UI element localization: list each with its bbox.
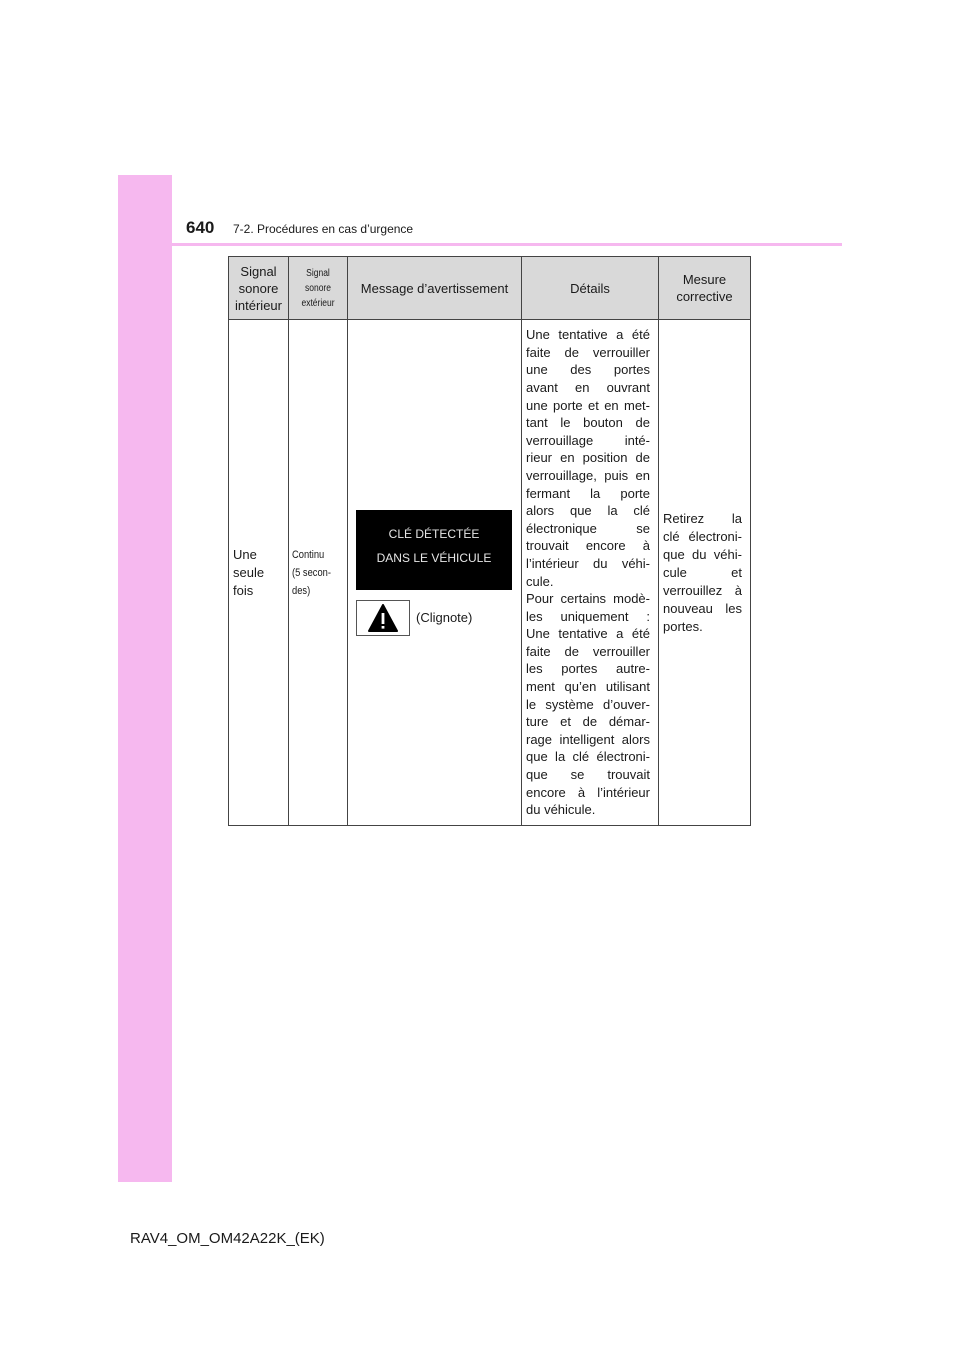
text-line: le système d’ouver- (526, 696, 650, 712)
table-header-row (229, 257, 751, 320)
text-line: nouveau les (663, 600, 742, 616)
cell-exterior-buzzer: Continu (5 secon- des) (289, 320, 348, 826)
text-line: que du véhi- (663, 546, 742, 562)
text-line: une des portes (526, 362, 650, 378)
header-exterior-buzzer: Signal sonore extérieur (289, 257, 348, 320)
text-line: cule et (663, 564, 742, 580)
header-message: Message d’avertissement (348, 257, 522, 320)
blink-label: (Clignote) (416, 610, 473, 625)
text-line: l’intérieur du véhi- (526, 555, 650, 571)
text-line: encore à l’intérieur (526, 784, 650, 800)
exclamation-triangle-icon (368, 604, 398, 632)
header-action: Mesure corrective (659, 257, 751, 320)
text-line: alors que la clé (526, 503, 650, 519)
text-line: trouvait encore à (526, 538, 650, 554)
text-line: verrouillez à (663, 582, 742, 598)
text-line: verrouillage, puis en (526, 467, 650, 483)
text-line: clé électroni- (663, 528, 742, 544)
text-line: Une tentative a été (526, 626, 650, 642)
section-title: 7-2. Procédures en cas d’urgence (233, 222, 414, 236)
text-line: cule. (526, 573, 554, 589)
text-line: rieur en position de (526, 450, 650, 466)
chapter-tab-band (118, 175, 172, 1182)
text-line: Pour certains modè- (526, 591, 650, 607)
text-line: du véhicule. (526, 802, 596, 818)
cell-details (522, 320, 659, 826)
text-line: ment qu’en utilisant (526, 679, 650, 695)
text-line: fermant la porte (526, 485, 650, 501)
header-details: Détails (522, 257, 659, 320)
text-line: portes. (663, 618, 703, 634)
text-line: les uniquement : (526, 608, 650, 624)
text-line: une porte et en met- (526, 397, 650, 413)
text-line: Retirez la (663, 510, 742, 526)
text-line: électronique se (526, 520, 650, 536)
warning-table (228, 256, 751, 826)
cell-message (348, 320, 522, 826)
display-line: DANS LE VÉHICULE (376, 550, 492, 565)
text-line: que se trouvait (526, 767, 650, 783)
page-number: 640 (186, 218, 215, 237)
cell-action (659, 320, 751, 826)
text-line: tant le bouton de (526, 415, 650, 431)
multi-info-display (356, 510, 512, 590)
text-line: que la clé électroni- (526, 749, 650, 765)
text-line: avant en ouvrant (526, 379, 650, 395)
text-line: rage intelligent alors (526, 731, 650, 747)
text-line: les portes autre- (526, 661, 650, 677)
table-row (229, 320, 751, 826)
header-rule (118, 243, 842, 246)
text-line: ture et de démar- (526, 714, 650, 730)
display-line: CLÉ DÉTECTÉE (388, 526, 480, 541)
header-interior-buzzer: Signal sonore intérieur (229, 257, 289, 320)
text-line: faite de verrouiller (526, 344, 650, 360)
text-line: verrouillage inté- (526, 432, 650, 448)
document-code: RAV4_OM_OM42A22K_(EK) (130, 1230, 325, 1247)
warning-symbol-box (356, 600, 410, 636)
cell-interior-buzzer: Une seule fois (229, 320, 289, 826)
text-line: Une tentative a été (526, 327, 650, 343)
text-line: faite de verrouiller (526, 643, 650, 659)
